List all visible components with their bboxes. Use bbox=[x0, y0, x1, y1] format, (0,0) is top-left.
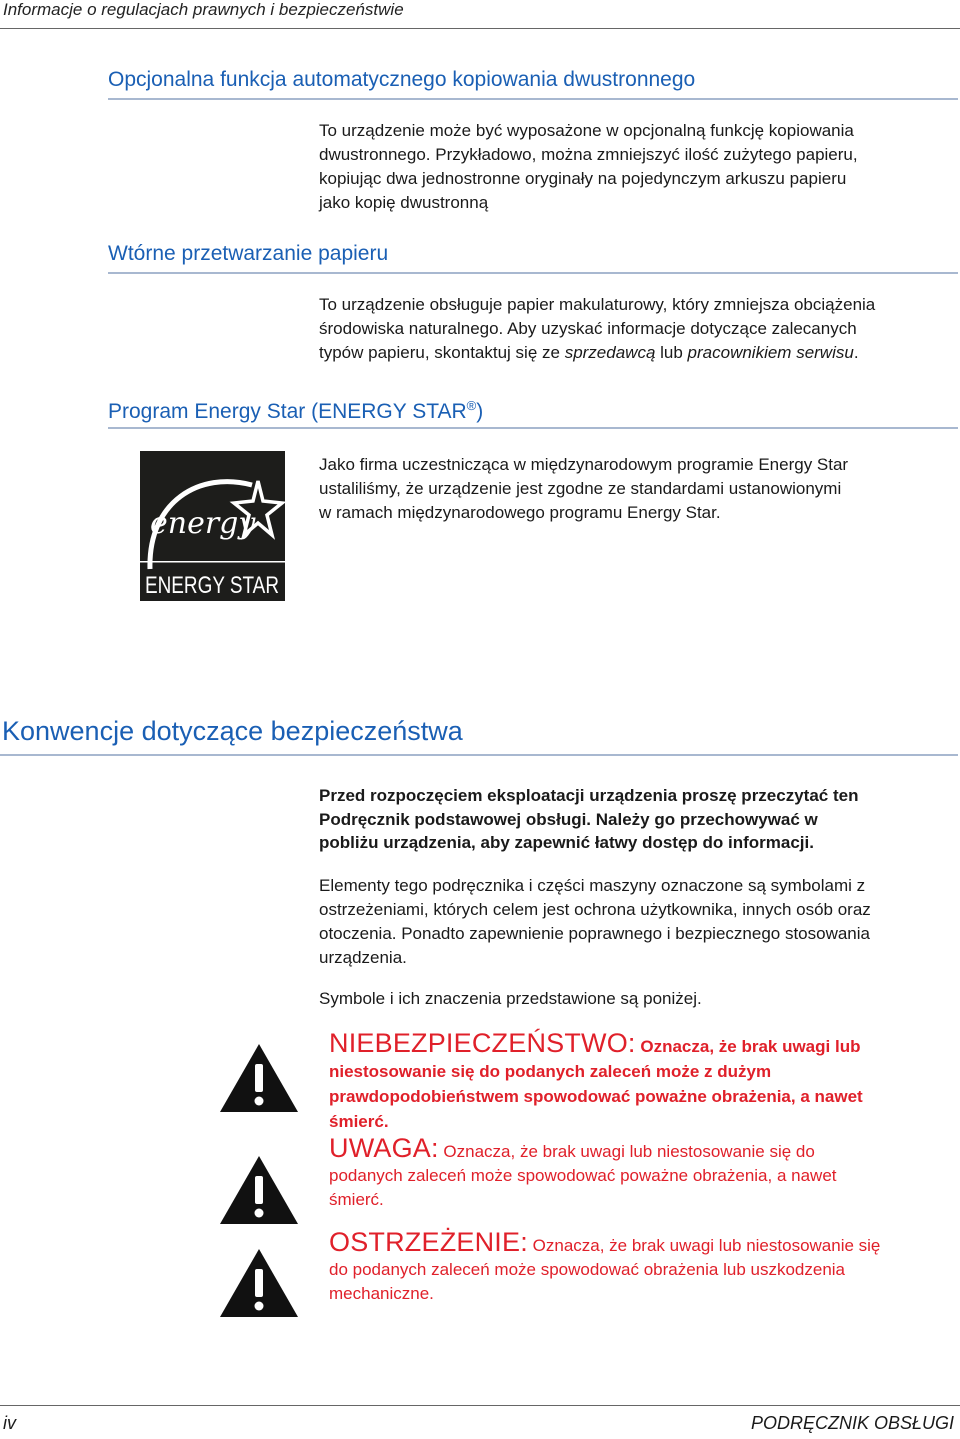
warning-line: śmierć. bbox=[329, 1190, 384, 1209]
safety-body-line: ostrzeżeniami, których celem jest ochrona użytkownika, innych osób oraz bbox=[319, 900, 871, 919]
warning-line: podanych zaleceń może spowodować poważne obrażenia, a nawet bbox=[329, 1166, 837, 1185]
warning-triangle-icon bbox=[218, 1042, 300, 1114]
energy-heading-rule bbox=[108, 427, 958, 429]
danger-first-line bbox=[329, 1028, 959, 1059]
caution-notice bbox=[329, 1227, 959, 1306]
duplex-line: dwustronnego. Przykładowo, można zmniejszyć ilość zużytego papieru, bbox=[319, 145, 858, 164]
warning-triangle-icon bbox=[218, 1247, 300, 1319]
caution-first-text: Oznacza, że brak uwagi lub niestosowanie się bbox=[527, 1236, 881, 1255]
warning-label: UWAGA: bbox=[329, 1133, 439, 1163]
energy-line: w ramach międzynarodowego programu Energy Star. bbox=[319, 503, 721, 522]
safety-body-line: Elementy tego podręcznika i części maszyny oznaczone są symbolami z bbox=[319, 876, 866, 895]
recycling-line3-prefix: typów papieru, skontaktuj się ze bbox=[319, 343, 565, 362]
duplex-line: jako kopię dwustronną bbox=[319, 193, 489, 212]
safety-intro-bold bbox=[319, 784, 959, 855]
header-divider bbox=[0, 28, 960, 29]
warning-triangle-icon bbox=[218, 1154, 300, 1226]
caution-line: mechaniczne. bbox=[329, 1284, 434, 1303]
duplex-heading: Opcjonalna funkcja automatycznego kopiowania dwustronnego bbox=[108, 68, 696, 91]
energy-heading-close: ) bbox=[476, 400, 484, 423]
danger-first-text: Oznacza, że brak uwagi lub bbox=[635, 1037, 861, 1056]
energy-star-logo-graphic bbox=[140, 451, 285, 601]
safety-body-line: otoczenia. Ponadto zapewnienie poprawnego i bezpiecznego stosowania bbox=[319, 924, 870, 943]
danger-line: niestosowanie się do podanych zaleceń może z dużym bbox=[329, 1062, 772, 1081]
safety-bold-line: Przed rozpoczęciem eksploatacji urządzenia proszę przeczytać ten bbox=[319, 786, 859, 805]
duplex-line: To urządzenie może być wyposażone w opcjonalną funkcję kopiowania bbox=[319, 121, 854, 140]
energy-star-wordmark: ENERGY STAR bbox=[145, 572, 279, 599]
energy-heading bbox=[108, 398, 483, 424]
page-header-title: Informacje o regulacjach prawnych i bezpieczeństwie bbox=[3, 0, 404, 19]
service-term: pracownikiem serwisu bbox=[687, 343, 854, 362]
danger-line: śmierć. bbox=[329, 1112, 389, 1131]
energy-body bbox=[319, 453, 959, 525]
danger-line: prawdopodobieństwem spowodować poważne obrażenia, a nawet bbox=[329, 1087, 863, 1106]
warning-first-line bbox=[329, 1133, 959, 1164]
warning-notice bbox=[329, 1133, 959, 1212]
registered-mark: ® bbox=[466, 398, 477, 413]
duplex-line: kopiując dwa jednostronne oryginały na pojedynczym arkuszu papieru bbox=[319, 169, 847, 188]
recycling-line3-suffix: . bbox=[853, 343, 859, 362]
danger-label: NIEBEZPIECZEŃSTWO: bbox=[329, 1028, 636, 1058]
manual-title: PODRĘCZNIK OBSŁUGI bbox=[750, 1413, 954, 1433]
safety-heading: Konwencje dotyczące bezpieczeństwa bbox=[2, 716, 463, 746]
energy-line: Jako firma uczestnicząca w międzynarodowym programie Energy Star bbox=[319, 455, 849, 474]
safety-body bbox=[319, 874, 959, 970]
energy-script-text: energy bbox=[150, 506, 256, 541]
caution-line: do podanych zaleceń może spowodować obrażenia lub uszkodzenia bbox=[329, 1260, 846, 1279]
safety-body-line: urządzenia. bbox=[319, 948, 407, 967]
recycling-heading-rule bbox=[108, 272, 958, 274]
energy-star-logo bbox=[140, 451, 285, 601]
recycling-line-3 bbox=[319, 341, 959, 365]
safety-heading-rule bbox=[0, 754, 958, 756]
energy-heading-text: Program Energy Star (ENERGY STAR bbox=[108, 400, 467, 423]
safety-bold-line: pobliżu urządzenia, aby zapewnić łatwy dostęp do informacji. bbox=[319, 833, 814, 852]
caution-first-line bbox=[329, 1227, 959, 1258]
duplex-heading-rule bbox=[108, 98, 958, 100]
warning-first-text: Oznacza, że brak uwagi lub niestosowanie się do bbox=[438, 1142, 815, 1161]
recycling-line: To urządzenie obsługuje papier makulaturowy, który zmniejsza obciążenia bbox=[319, 295, 876, 314]
page-number: iv bbox=[3, 1413, 16, 1433]
recycling-heading: Wtórne przetwarzanie papieru bbox=[108, 242, 389, 265]
recycling-body bbox=[319, 293, 959, 365]
energy-line: ustaliliśmy, że urządzenie jest zgodne ze standardami ustanowionymi bbox=[319, 479, 842, 498]
caution-label: OSTRZEŻENIE: bbox=[329, 1227, 528, 1257]
symbols-intro: Symbole i ich znaczenia przedstawione są poniżej. bbox=[319, 989, 702, 1008]
safety-bold-line: Podręcznik podstawowej obsługi. Należy go przechowywać w bbox=[319, 809, 818, 829]
duplex-body bbox=[319, 119, 959, 215]
dealer-term: sprzedawcą bbox=[564, 343, 656, 362]
recycling-line3-mid: lub bbox=[655, 343, 688, 362]
footer-divider bbox=[0, 1405, 960, 1406]
danger-notice bbox=[329, 1028, 959, 1134]
recycling-line: środowiska naturalnego. Aby uzyskać informacje dotyczące zalecanych bbox=[319, 319, 857, 338]
